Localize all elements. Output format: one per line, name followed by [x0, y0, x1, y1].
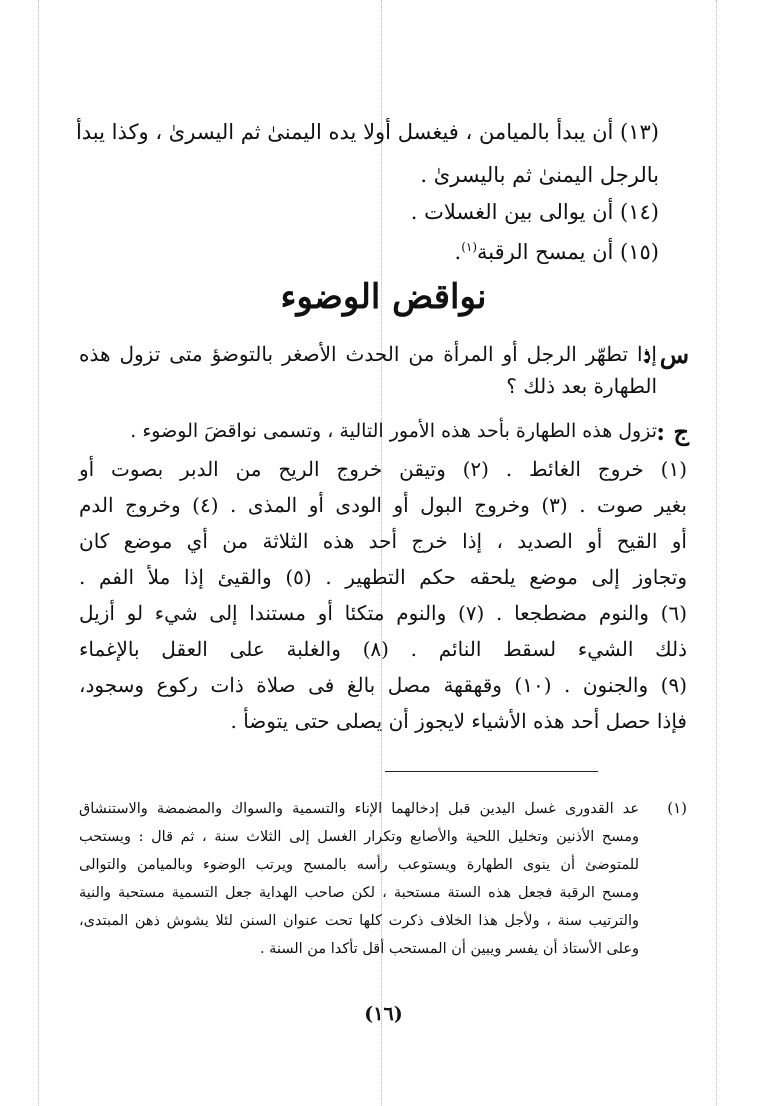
- footnote-line-4: ومسح الرقبة فجعل هذه الستة مستحبة ، لكن صاحب الهداية جعل التسمية مستحبة والنية: [79, 885, 639, 901]
- page-number: (١٦): [364, 1003, 403, 1025]
- footnote-line-5: والترتيب سنة ، ولأجل هذا الخلاف ذكرت كلها تحت عنوان السنن لئلا يشوش ذهن المبتدى،: [79, 913, 639, 929]
- question-block: [79, 338, 657, 402]
- footnote-line-6: وعلى الأستاذ أن يفسر ويبين أن المستحب أقل تأكدا من السنة .: [259, 941, 639, 957]
- answer-line-2: (١) خروج الغائط . (٢) وتيقن خروج الريح من الدبر بصوت أو: [79, 457, 687, 481]
- list-item-15-text: (١٥) أن يمسح الرقبة: [477, 240, 659, 264]
- list-item-15-end: .: [454, 240, 462, 264]
- answer-line-3: بغير صوت . (٣) وخروج البول أو الودى أو المذى . (٤) وخروج الدم: [79, 493, 687, 517]
- list-item-13-line-1: (١٣) أن يبدأ بالميامن ، فيغسل أولا يده اليمنىٰ ثم اليسرىٰ ، وكذا يبدأ: [75, 120, 659, 144]
- footnote-separator: [385, 771, 598, 772]
- answer-continuation: [79, 451, 687, 739]
- scan-guide-line-left: [38, 0, 39, 1106]
- question-line-1: إذا تطهّر الرجل أو المرأة من الحدث الأصغر بالتوضؤ متى تزول هذه: [79, 342, 657, 366]
- answer-line-5: وتجاوز إلى موضع يلحقه حكم التطهير . (٥) والقيئ إذا ملأ الفم .: [79, 565, 687, 589]
- answer-line-8: (٩) والجنون . (١٠) وقهقهة مصل بالغ فى صلاة ذات ركوع وسجود،: [79, 673, 687, 697]
- section-heading: نواقض الوضوء: [280, 277, 487, 317]
- footnote-line-1: عد القدورى غسل اليدين قبل إدخالهما الإناء والتسمية والسواك والمضمضة والاستنشاق: [79, 801, 639, 817]
- answer-line-4: أو القيح أو الصديد ، إذا خرج أحد هذه الثلاثة من أي موضع كان: [79, 529, 687, 553]
- question-line-2: الطهارة بعد ذلك ؟: [506, 374, 657, 398]
- footnote-line-2: ومسح الأذنين وتخليل اللحية والأصابع وتكرار الغسل إلى الثلاث سنة ، ثم قال : ويستحب: [79, 829, 639, 845]
- scan-guide-line-right: [716, 0, 717, 1106]
- answer-line-7: ذلك الشيء لسقط النائم . (٨) والغلبة على العقل بالإغماء: [79, 637, 687, 661]
- answer-line-9: فإذا حصل أحد هذه الأشياء لايجوز أن يصلى حتى يتوضأ .: [230, 709, 687, 733]
- list-item-15: [455, 232, 660, 267]
- footnote-line-3: للمتوضئ أن ينوى الطهارة ويستوعب رأسه بالمسح ويرتب الوضوء وبالميامن والتوالى: [79, 857, 639, 873]
- footnote-number: (١): [667, 799, 687, 817]
- list-item-13-line-2: بالرجل اليمنىٰ ثم باليسرىٰ .: [420, 163, 659, 187]
- footnote-block: [79, 795, 639, 963]
- list-item-14: (١٤) أن يوالى بين الغسلات .: [410, 200, 659, 224]
- answer-marker: ج :: [656, 417, 689, 446]
- answer-line-6: (٦) والنوم مضطجعا . (٧) والنوم متكئا أو مستندا إلى شيء لو أزيل: [79, 601, 687, 625]
- sunan-list-continued: [75, 117, 659, 147]
- footnote-reference[interactable]: (١): [461, 240, 478, 254]
- answer-block: [79, 415, 657, 447]
- question-marker: س :: [642, 340, 689, 369]
- answer-line-1: تزول هذه الطهارة بأحد هذه الأمور التالية ، وتسمى نواقضَ الوضوء .: [130, 420, 657, 442]
